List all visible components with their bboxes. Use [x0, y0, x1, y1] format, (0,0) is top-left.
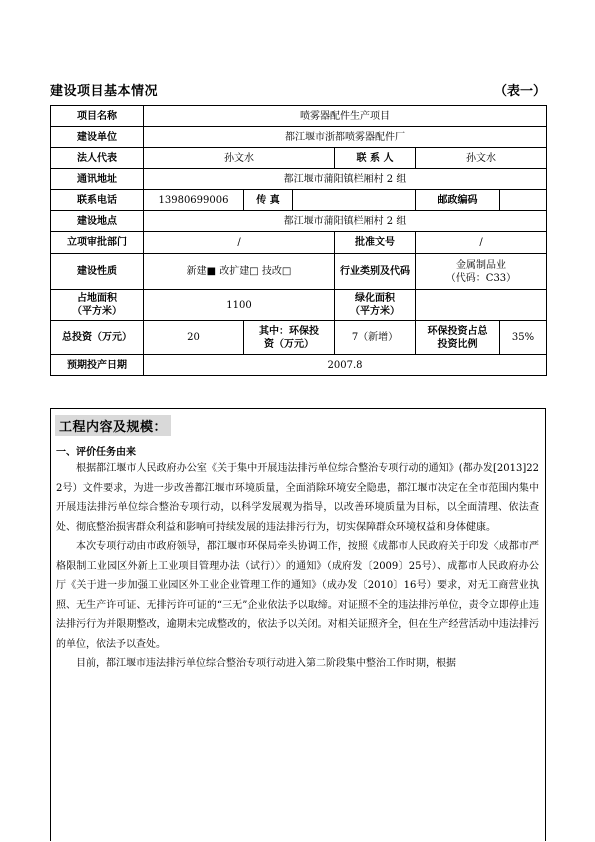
project-name-label: 项目名称 — [51, 106, 144, 127]
approval-dept-label: 立项审批部门 — [51, 232, 144, 254]
green-label-line2: （平方米） — [350, 306, 400, 317]
invest-label: 总投资（万元） — [51, 321, 144, 355]
env-invest-value: 7（新增） — [335, 321, 416, 355]
legal-rep-label: 法人代表 — [51, 148, 144, 169]
section-subheading: 一、评价任务由来 — [56, 447, 136, 458]
contact-value: 孙文水 — [416, 148, 547, 169]
table-row — [51, 190, 547, 211]
env-invest-label — [244, 321, 335, 355]
industry-name: 金属制品业 — [456, 259, 506, 271]
contact-label: 联 系 人 — [335, 148, 416, 169]
area-label-line2: （平方米） — [72, 306, 122, 317]
industry-value — [416, 254, 547, 290]
table-row — [51, 211, 547, 232]
industry-label: 行业类别及代码 — [335, 254, 416, 290]
table-row — [51, 254, 547, 290]
builder-value: 都江堰市浙都喷雾器配件厂 — [144, 127, 547, 148]
green-label-line1: 绿化面积 — [355, 293, 395, 304]
approval-no-value: / — [416, 232, 547, 254]
postcode-label: 邮政编码 — [416, 190, 500, 211]
area-value: 1100 — [144, 290, 335, 321]
legal-rep-value: 孙文水 — [144, 148, 335, 169]
env-invest-label-line2: 资（万元） — [264, 338, 314, 350]
address-value: 都江堰市蒲阳镇栏厢村 2 组 — [144, 169, 547, 190]
paragraph-current: 目前，都江堰市违法排污单位综合整治专项行动进入第二阶段集中整治工作时期，根据 — [76, 658, 456, 669]
invest-value: 20 — [144, 321, 244, 355]
postcode-value — [500, 190, 547, 211]
form-number-label: （表一） — [493, 84, 546, 99]
table-row — [51, 169, 547, 190]
area-label — [51, 290, 144, 321]
document-title: 建设项目基本情况 — [50, 84, 159, 99]
table-row — [51, 106, 547, 127]
address-label: 通讯地址 — [51, 169, 144, 190]
table-row — [51, 355, 547, 376]
section-title: 工程内容及规模： — [55, 415, 171, 436]
paragraph-background: 根据都江堰市人民政府办公室《关于集中开展违法排污单位综合整治专项行动的通知》(都办发[2013]222号）文件要求，为进一步改善都江堰市环境质量，全面消除环境安全隐患，都江堰市决定在全市范围内集中开展违法排污单位综合整治专项行动，以科学发展观为指导，以改善环境质量为目标，以全面清理、依法查处、彻底整治损害群众利益和影响可持续发展的违法排污行为，切实保障群众环境权益和身体健康。 — [56, 463, 539, 533]
table-row — [51, 232, 547, 254]
approval-dept-value: / — [144, 232, 335, 254]
phone-label: 联系电话 — [51, 190, 144, 211]
table-row — [51, 321, 547, 355]
site-label: 建设地点 — [51, 211, 144, 232]
table-row — [51, 148, 547, 169]
project-name-value: 喷雾器配件生产项目 — [144, 106, 547, 127]
start-date-value: 2007.8 — [144, 355, 547, 376]
project-info-table — [50, 105, 547, 376]
fax-label: 传 真 — [244, 190, 293, 211]
builder-label: 建设单位 — [51, 127, 144, 148]
nature-value: 新建■ 改扩建□ 技改□ — [144, 254, 335, 290]
project-content-section — [50, 408, 546, 841]
nature-label: 建设性质 — [51, 254, 144, 290]
start-date-label: 预期投产日期 — [51, 355, 144, 376]
env-invest-label-line1: 其中：环保投 — [259, 325, 319, 337]
env-ratio-label-line2: 投资比例 — [437, 338, 478, 350]
site-value: 都江堰市蒲阳镇栏厢村 2 组 — [144, 211, 547, 232]
green-label — [335, 290, 416, 321]
table-row — [51, 290, 547, 321]
paragraph-campaign: 本次专项行动由市政府领导，都江堰市环保局牵头协调工作，按照《成都市人民政府关于印发〈成都市严格限制工业园区外新上工业项目管理办法（试行）〉的通知》（成府发〔2009〕25号）、成都市人民政府办公厅《关于进一步加强工业园区外工业企业管理工作的通知》（成办发〔2010〕16号）要求，对无工商营业执照、无生产许可证、无排污许可证的“三无”企业依法予以取缔。对证照不全的违法排污单位，责令立即停止违法排污行为并限期整改，逾期未完成整改的，依法予以关闭。对相关证照齐全，但在生产经营活动中违法排污的单位，依法予以查处。 — [56, 541, 539, 650]
table-row — [51, 127, 547, 148]
industry-code: （代码：C33） — [445, 272, 517, 284]
phone-value: 13980699006 — [144, 190, 244, 211]
env-ratio-label-line1: 环保投资占总 — [427, 325, 488, 337]
env-ratio-value: 35% — [500, 321, 547, 355]
approval-no-label: 批准文号 — [335, 232, 416, 254]
page-heading — [50, 80, 546, 98]
env-ratio-label — [416, 321, 500, 355]
area-label-line1: 占地面积 — [77, 293, 117, 304]
fax-value — [293, 190, 416, 211]
green-value — [416, 290, 547, 321]
